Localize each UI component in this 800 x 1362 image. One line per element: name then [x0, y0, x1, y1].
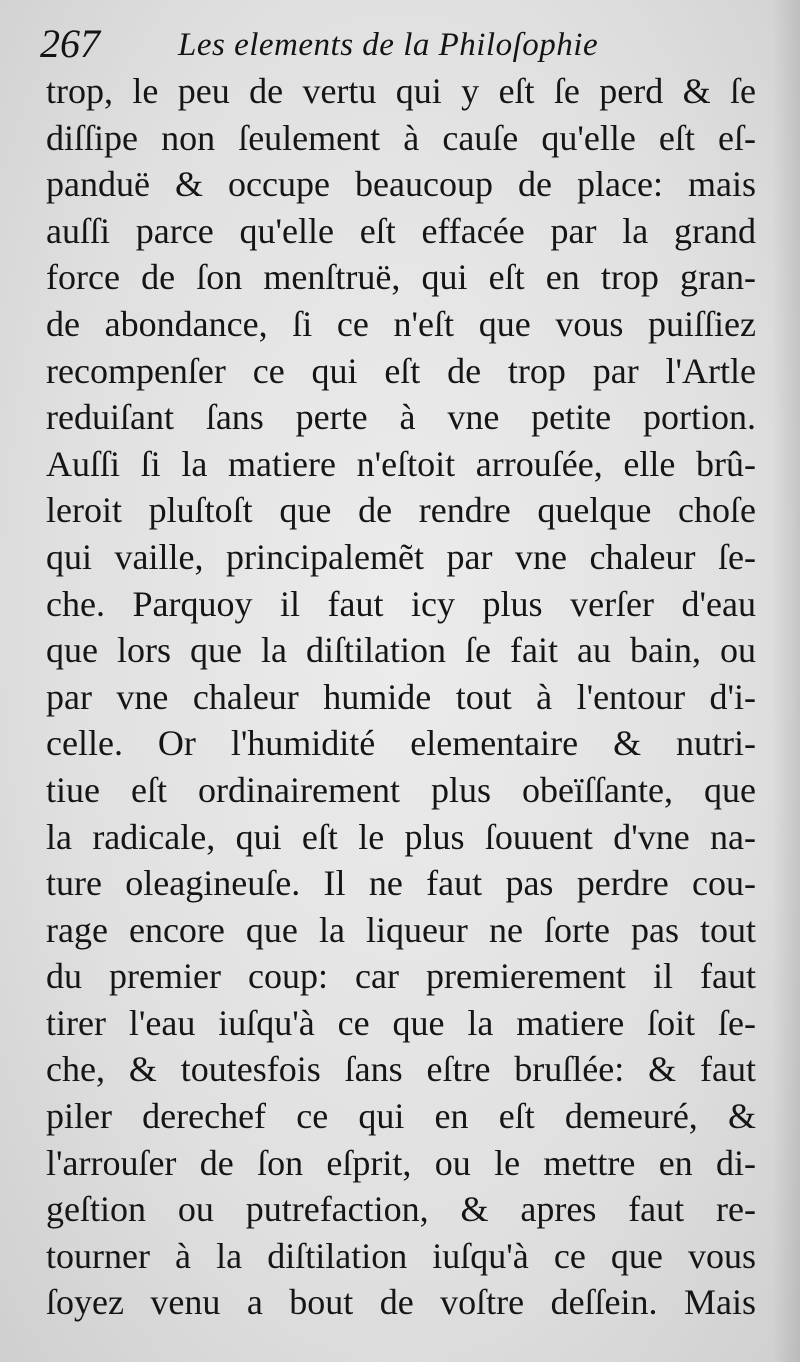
- page-edge-shadow: [772, 0, 800, 1362]
- text-line: que lors que la diſtilation ſe fait au bain, ou: [46, 630, 756, 671]
- text-line: par vne chaleur humide tout à l'entour d'i-: [46, 676, 756, 717]
- text-line: leroit pluſtoſt que de rendre quelque choſe: [46, 490, 756, 531]
- text-line: diſſipe non ſeulement à cauſe qu'elle eſt eſ-: [46, 117, 756, 158]
- text-line: trop, le peu de vertu qui y eſt ſe perd & ſe: [46, 71, 756, 111]
- text-line: celle. Or l'humidité elementaire & nutri-: [46, 723, 756, 764]
- page-number: 267: [40, 21, 100, 66]
- text-line: tiue eſt ordinairement plus obeïſſante, que: [46, 769, 756, 810]
- text-line: che, & toutesfois ſans eſtre bruſlée: & faut: [46, 1049, 756, 1090]
- text-line: rage encore que la liqueur ne ſorte pas tout: [46, 909, 756, 950]
- text-line: tirer l'eau iuſqu'à ce que la matiere ſoit ſe-: [46, 1002, 756, 1043]
- text-line: che. Parquoy il faut icy plus verſer d'eau: [46, 583, 756, 624]
- text-line: la radicale, qui eſt le plus ſouuent d'vne na-: [46, 816, 756, 857]
- body-text: [46, 68, 756, 1326]
- text-line: du premier coup: car premierement il faut: [46, 956, 756, 997]
- text-line: recompenſer ce qui eſt de trop par l'Artle: [46, 350, 756, 391]
- text-line: ture oleagineuſe. Il ne faut pas perdre cou-: [46, 863, 756, 904]
- text-line: force de ſon menſtruë, qui eſt en trop gran-: [46, 257, 756, 298]
- text-line: panduë & occupe beaucoup de place: mais: [46, 164, 756, 205]
- text-line: Auſſi ſi la matiere n'eſtoit arrouſée, elle brû-: [46, 443, 756, 484]
- text-line: de abondance, ſi ce n'eſt que vous puiſſiez: [46, 303, 756, 344]
- text-line: auſſi parce qu'elle eſt effacée par la grand: [46, 210, 756, 251]
- page-header: [40, 14, 740, 74]
- text-line: piler derechef ce qui en eſt demeuré, &: [46, 1096, 756, 1137]
- text-line: geſtion ou putrefaction, & apres faut re-: [46, 1189, 756, 1230]
- text-line: reduiſant ſans perte à vne petite portion.: [46, 397, 756, 438]
- text-line: ſoyez venu a bout de voſtre deſſein. Mais: [46, 1282, 756, 1323]
- text-line: l'arrouſer de ſon eſprit, ou le mettre en di-: [46, 1142, 756, 1183]
- running-title: Les elements de la Philoſophie: [178, 27, 599, 63]
- text-line: tourner à la diſtilation iuſqu'à ce que vous: [46, 1235, 756, 1276]
- text-line: qui vaille, principalemẽt par vne chaleur ſe-: [46, 536, 756, 577]
